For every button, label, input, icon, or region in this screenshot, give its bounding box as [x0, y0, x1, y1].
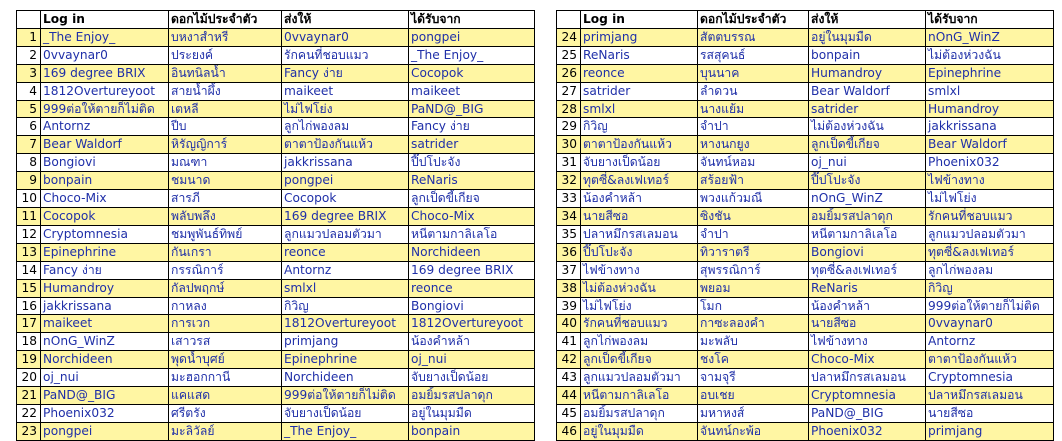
flower-cell: สุพรรณิการ์	[698, 261, 809, 279]
table-row	[557, 351, 1054, 369]
flower-cell: กาหลง	[169, 297, 282, 315]
login-cell: pongpei	[41, 422, 169, 440]
header-flower: ดอกไม้ประจำตัว	[698, 11, 809, 29]
received-from-cell: ไฟข้างทาง	[926, 172, 1054, 190]
row-number: 45	[557, 404, 581, 422]
login-cell: ไฟข้างทาง	[581, 261, 698, 279]
flower-cell: พลับพลึง	[169, 207, 282, 225]
row-number: 46	[557, 422, 581, 440]
row-number: 35	[557, 225, 581, 243]
received-from-cell: ลูกแมวปลอมตัวมา	[926, 225, 1054, 243]
login-cell: ลูกเป็ดขี้เกียจ	[581, 351, 698, 369]
send-to-cell: Norchideen	[282, 369, 409, 387]
login-cell: maikeet	[41, 315, 169, 333]
send-to-cell: primjang	[282, 333, 409, 351]
flower-cell: กาซะลองคำ	[698, 315, 809, 333]
send-to-cell: pongpei	[282, 172, 409, 190]
table-row	[17, 369, 535, 387]
flower-cell: ชมพูพันธ์ทิพย์	[169, 225, 282, 243]
received-from-cell: Phoenix032	[926, 154, 1054, 172]
row-number: 7	[17, 136, 41, 154]
row-number: 44	[557, 387, 581, 405]
received-from-cell: ตาตาป้องกันแห้ว	[926, 351, 1054, 369]
flower-cell: เตหลี	[169, 100, 282, 118]
send-to-cell: ลูกไก่พองลม	[282, 118, 409, 136]
row-number: 22	[17, 404, 41, 422]
table-row	[557, 207, 1054, 225]
send-to-cell: Choco-Mix	[809, 351, 926, 369]
row-number: 18	[17, 333, 41, 351]
table-row	[17, 351, 535, 369]
received-from-cell: Antornz	[926, 333, 1054, 351]
table-row	[557, 297, 1054, 315]
login-cell: ไม่ไฟโย่ง	[581, 297, 698, 315]
received-from-cell: primjang	[926, 422, 1054, 440]
flower-cell: พวงแก้วมณี	[698, 190, 809, 208]
header-send-to: ส่งให้	[282, 11, 409, 29]
received-from-cell: bonpain	[409, 422, 535, 440]
received-from-cell: 0vvaynar0	[926, 315, 1054, 333]
flower-cell: มะพลับ	[698, 333, 809, 351]
send-to-cell: หนีตามกาลิเลโอ	[809, 225, 926, 243]
send-to-cell: 169 degree BRIX	[282, 207, 409, 225]
send-to-cell: น้องคำหล้า	[809, 297, 926, 315]
received-from-cell: ลูกเป็ดขี้เกียจ	[409, 190, 535, 208]
flower-cell: ชมนาด	[169, 172, 282, 190]
received-from-cell: oj_nui	[409, 351, 535, 369]
table-row	[17, 82, 535, 100]
table-row	[17, 154, 535, 172]
flower-cell: รสสุคนธ์	[698, 46, 809, 64]
login-cell: 169 degree BRIX	[41, 64, 169, 82]
table-row	[17, 64, 535, 82]
flower-cell: กัลปพฤกษ์	[169, 279, 282, 297]
received-from-cell: PaND@_BIG	[409, 100, 535, 118]
table-row	[17, 243, 535, 261]
send-to-cell: ปี๊ปโปะจัง	[809, 172, 926, 190]
flower-cell: กันเกรา	[169, 243, 282, 261]
row-number: 4	[17, 82, 41, 100]
received-from-cell: ไม่ต้องห่วงฉัน	[926, 46, 1054, 64]
header-send-to: ส่งให้	[809, 11, 926, 29]
row-number: 36	[557, 243, 581, 261]
row-number: 2	[17, 46, 41, 64]
flower-cell: หางนกยูง	[698, 136, 809, 154]
send-to-cell: satrider	[809, 100, 926, 118]
table-row	[557, 28, 1054, 46]
row-number: 17	[17, 315, 41, 333]
table-row	[17, 136, 535, 154]
table-row	[557, 172, 1054, 190]
flower-cell: หิรัญญิการ์	[169, 136, 282, 154]
row-number: 30	[557, 136, 581, 154]
table-row	[17, 387, 535, 405]
received-from-cell: 999ต่อให้ตายก็ไม่ติด	[926, 297, 1054, 315]
send-to-cell: reonce	[282, 243, 409, 261]
row-number: 31	[557, 154, 581, 172]
table-row	[17, 172, 535, 190]
right-table	[556, 10, 1054, 441]
received-from-cell: _The Enjoy_	[409, 46, 535, 64]
flower-cell: มะฮอกกานี	[169, 369, 282, 387]
flower-cell: โมก	[698, 297, 809, 315]
send-to-cell: จับยางเป็ดน้อย	[282, 404, 409, 422]
send-to-cell: Antornz	[282, 261, 409, 279]
flower-cell: ลำดวน	[698, 82, 809, 100]
flower-cell: สัตตบรรณ	[698, 28, 809, 46]
table-row	[17, 225, 535, 243]
login-cell: Choco-Mix	[41, 190, 169, 208]
row-number: 42	[557, 351, 581, 369]
header-flower: ดอกไม้ประจำตัว	[169, 11, 282, 29]
row-number: 15	[17, 279, 41, 297]
login-cell: ReNaris	[581, 46, 698, 64]
received-from-cell: Epinephrine	[926, 64, 1054, 82]
login-cell: Epinephrine	[41, 243, 169, 261]
received-from-cell: ปลาหมึกรสเลมอน	[926, 387, 1054, 405]
login-cell: jakkrissana	[41, 297, 169, 315]
table-row	[557, 136, 1054, 154]
send-to-cell: นายสีซอ	[809, 315, 926, 333]
row-number: 24	[557, 28, 581, 46]
login-cell: ทุตซี่&ลงเฟเทอร์	[581, 172, 698, 190]
received-from-cell: ReNaris	[409, 172, 535, 190]
table-row	[557, 225, 1054, 243]
flower-cell: อบเชย	[698, 387, 809, 405]
table-row	[557, 333, 1054, 351]
login-cell: Phoenix032	[41, 404, 169, 422]
row-number: 6	[17, 118, 41, 136]
table-row	[17, 404, 535, 422]
received-from-cell: ปี๊ปโปะจัง	[409, 154, 535, 172]
login-cell: 1812Overtureyoot	[41, 82, 169, 100]
row-number: 39	[557, 297, 581, 315]
header-login: Log in	[581, 11, 698, 29]
row-number: 26	[557, 64, 581, 82]
send-to-cell: PaND@_BIG	[809, 404, 926, 422]
login-cell: หนีตามกาลิเลโอ	[581, 387, 698, 405]
flower-cell: พุดน้ำบุศย์	[169, 351, 282, 369]
login-cell: 999ต่อให้ตายก็ไม่ติด	[41, 100, 169, 118]
table-row	[557, 100, 1054, 118]
login-cell: ลูกแมวปลอมตัวมา	[581, 369, 698, 387]
send-to-cell: อยู่ในมุมมืด	[809, 28, 926, 46]
login-cell: Cocopok	[41, 207, 169, 225]
table-row	[557, 369, 1054, 387]
flower-cell: บหงาสำหรี	[169, 28, 282, 46]
send-to-cell: อมยิ้มรสปลาดุก	[809, 207, 926, 225]
login-cell: primjang	[581, 28, 698, 46]
received-from-cell: satrider	[409, 136, 535, 154]
received-from-cell: กิวิญ	[926, 279, 1054, 297]
table-row	[557, 243, 1054, 261]
row-number: 32	[557, 172, 581, 190]
flower-cell: พยอม	[698, 279, 809, 297]
send-to-cell: 0vvaynar0	[282, 28, 409, 46]
send-to-cell: Cocopok	[282, 190, 409, 208]
login-cell: smlxl	[581, 100, 698, 118]
flower-cell: เสาวรส	[169, 333, 282, 351]
login-cell: น้องคำหล้า	[581, 190, 698, 208]
flower-cell: ปีบ	[169, 118, 282, 136]
row-number: 40	[557, 315, 581, 333]
login-cell: Fancy ง่าย	[41, 261, 169, 279]
table-row	[557, 261, 1054, 279]
row-number: 27	[557, 82, 581, 100]
table-row	[17, 297, 535, 315]
received-from-cell: maikeet	[409, 82, 535, 100]
table-row	[557, 154, 1054, 172]
login-cell: กิวิญ	[581, 118, 698, 136]
received-from-cell: Bongiovi	[409, 297, 535, 315]
send-to-cell: ไม่ไฟโย่ง	[282, 100, 409, 118]
received-from-cell: จับยางเป็ดน้อย	[409, 369, 535, 387]
login-cell: Humandroy	[41, 279, 169, 297]
flower-cell: สารภี	[169, 190, 282, 208]
row-number: 11	[17, 207, 41, 225]
header-row	[557, 11, 1054, 29]
send-to-cell: oj_nui	[809, 154, 926, 172]
header-received-from: ได้รับจาก	[926, 11, 1054, 29]
received-from-cell: Cryptomnesia	[926, 369, 1054, 387]
table-row	[557, 118, 1054, 136]
send-to-cell: _The Enjoy_	[282, 422, 409, 440]
received-from-cell: Choco-Mix	[409, 207, 535, 225]
send-to-cell: Epinephrine	[282, 351, 409, 369]
login-cell: 0vvaynar0	[41, 46, 169, 64]
flower-cell: ศรีตรัง	[169, 404, 282, 422]
table-row	[17, 207, 535, 225]
flower-cell: ชงโค	[698, 351, 809, 369]
received-from-cell: jakkrissana	[926, 118, 1054, 136]
received-from-cell: Norchideen	[409, 243, 535, 261]
login-cell: นายสีซอ	[581, 207, 698, 225]
received-from-cell: นายสีซอ	[926, 404, 1054, 422]
flower-cell: จำปา	[698, 118, 809, 136]
send-to-cell: jakkrissana	[282, 154, 409, 172]
login-cell: Cryptomnesia	[41, 225, 169, 243]
received-from-cell: อยู่ในมุมมืด	[409, 404, 535, 422]
send-to-cell: Bear Waldorf	[809, 82, 926, 100]
send-to-cell: Humandroy	[809, 64, 926, 82]
row-number: 5	[17, 100, 41, 118]
send-to-cell: ลูกเป็ดขี้เกียจ	[809, 136, 926, 154]
login-cell: ปลาหมึกรสเลมอน	[581, 225, 698, 243]
login-cell: จับยางเป็ดน้อย	[581, 154, 698, 172]
table-row	[557, 279, 1054, 297]
login-cell: oj_nui	[41, 369, 169, 387]
table-row	[17, 261, 535, 279]
send-to-cell: smlxl	[282, 279, 409, 297]
received-from-cell: อมยิ้มรสปลาดุก	[409, 387, 535, 405]
table-row	[17, 279, 535, 297]
received-from-cell: Bear Waldorf	[926, 136, 1054, 154]
row-number: 8	[17, 154, 41, 172]
received-from-cell: รักคนที่ชอบแมว	[926, 207, 1054, 225]
flower-cell: ประยงค์	[169, 46, 282, 64]
header-received-from: ได้รับจาก	[409, 11, 535, 29]
table-row	[557, 46, 1054, 64]
table-row	[17, 28, 535, 46]
login-cell: ปี๊ปโปะจัง	[581, 243, 698, 261]
login-cell: Bongiovi	[41, 154, 169, 172]
table-row	[17, 118, 535, 136]
received-from-cell: Humandroy	[926, 100, 1054, 118]
received-from-cell: หนีตามกาลิเลโอ	[409, 225, 535, 243]
table-row	[17, 315, 535, 333]
login-cell: _The Enjoy_	[41, 28, 169, 46]
row-number: 9	[17, 172, 41, 190]
flower-cell: ทิวาราตรี	[698, 243, 809, 261]
login-cell: ไม่ต้องห่วงฉัน	[581, 279, 698, 297]
flower-cell: จำปา	[698, 225, 809, 243]
send-to-cell: ReNaris	[809, 279, 926, 297]
received-from-cell: ไม่ไฟโย่ง	[926, 190, 1054, 208]
table-row	[17, 46, 535, 64]
header-number	[17, 11, 41, 29]
row-number: 38	[557, 279, 581, 297]
send-to-cell: Bongiovi	[809, 243, 926, 261]
table-row	[17, 190, 535, 208]
send-to-cell: nOnG_WinZ	[809, 190, 926, 208]
row-number: 34	[557, 207, 581, 225]
row-number: 3	[17, 64, 41, 82]
login-cell: ลูกไก่พองลม	[581, 333, 698, 351]
header-row	[17, 11, 535, 29]
login-cell: อมยิ้มรสปลาดุก	[581, 404, 698, 422]
received-from-cell: pongpei	[409, 28, 535, 46]
flower-cell: อินทนิลน้ำ	[169, 64, 282, 82]
flower-cell: บุนนาค	[698, 64, 809, 82]
table-row	[557, 387, 1054, 405]
send-to-cell: ลูกแมวปลอมตัวมา	[282, 225, 409, 243]
send-to-cell: maikeet	[282, 82, 409, 100]
flower-cell: กรรณิการ์	[169, 261, 282, 279]
flower-cell: การเวก	[169, 315, 282, 333]
received-from-cell: น้องคำหล้า	[409, 333, 535, 351]
send-to-cell: ไฟข้างทาง	[809, 333, 926, 351]
login-cell: PaND@_BIG	[41, 387, 169, 405]
received-from-cell: 1812Overtureyoot	[409, 315, 535, 333]
send-to-cell: bonpain	[809, 46, 926, 64]
row-number: 20	[17, 369, 41, 387]
send-to-cell: Fancy ง่าย	[282, 64, 409, 82]
row-number: 41	[557, 333, 581, 351]
table-row	[557, 315, 1054, 333]
row-number: 28	[557, 100, 581, 118]
row-number: 10	[17, 190, 41, 208]
received-from-cell: Cocopok	[409, 64, 535, 82]
received-from-cell: Fancy ง่าย	[409, 118, 535, 136]
login-cell: Norchideen	[41, 351, 169, 369]
flower-cell: แคแสด	[169, 387, 282, 405]
flower-cell: สร้อยฟ้า	[698, 172, 809, 190]
row-number: 23	[17, 422, 41, 440]
login-cell: reonce	[581, 64, 698, 82]
received-from-cell: ลูกไก่พองลม	[926, 261, 1054, 279]
send-to-cell: 1812Overtureyoot	[282, 315, 409, 333]
login-cell: รักคนที่ชอบแมว	[581, 315, 698, 333]
login-cell: satrider	[581, 82, 698, 100]
send-to-cell: ทุตซี่&ลงเฟเทอร์	[809, 261, 926, 279]
received-from-cell: smlxl	[926, 82, 1054, 100]
flower-cell: จันทน์กะพ้อ	[698, 422, 809, 440]
send-to-cell: ปลาหมึกรสเลมอน	[809, 369, 926, 387]
send-to-cell: Phoenix032	[809, 422, 926, 440]
send-to-cell: Cryptomnesia	[809, 387, 926, 405]
row-number: 21	[17, 387, 41, 405]
send-to-cell: ตาตาป้องกันแห้ว	[282, 136, 409, 154]
flower-cell: จามจุรี	[698, 369, 809, 387]
row-number: 13	[17, 243, 41, 261]
send-to-cell: กิวิญ	[282, 297, 409, 315]
row-number: 43	[557, 369, 581, 387]
table-row	[17, 100, 535, 118]
row-number: 25	[557, 46, 581, 64]
flower-cell: มหาหงส์	[698, 404, 809, 422]
header-login: Log in	[41, 11, 169, 29]
send-to-cell: ไม่ต้องห่วงฉัน	[809, 118, 926, 136]
login-cell: nOnG_WinZ	[41, 333, 169, 351]
login-cell: ตาตาป้องกันแห้ว	[581, 136, 698, 154]
table-row	[17, 333, 535, 351]
login-cell: Bear Waldorf	[41, 136, 169, 154]
flower-cell: จันทน์หอม	[698, 154, 809, 172]
login-cell: bonpain	[41, 172, 169, 190]
login-cell: อยู่ในมุมมืด	[581, 422, 698, 440]
table-row	[557, 64, 1054, 82]
send-to-cell: 999ต่อให้ตายก็ไม่ติด	[282, 387, 409, 405]
flower-cell: นางแย้ม	[698, 100, 809, 118]
flower-cell: มณฑา	[169, 154, 282, 172]
table-row	[557, 190, 1054, 208]
row-number: 19	[17, 351, 41, 369]
header-number	[557, 11, 581, 29]
row-number: 29	[557, 118, 581, 136]
row-number: 1	[17, 28, 41, 46]
row-number: 16	[17, 297, 41, 315]
row-number: 14	[17, 261, 41, 279]
flower-cell: ซิงชัน	[698, 207, 809, 225]
left-table	[16, 10, 535, 441]
received-from-cell: reonce	[409, 279, 535, 297]
flower-cell: มะลิวัลย์	[169, 422, 282, 440]
received-from-cell: ทุตซี่&ลงเฟเทอร์	[926, 243, 1054, 261]
send-to-cell: รักคนที่ชอบแมว	[282, 46, 409, 64]
row-number: 37	[557, 261, 581, 279]
flower-cell: สายน้ำผึ้ง	[169, 82, 282, 100]
received-from-cell: nOnG_WinZ	[926, 28, 1054, 46]
table-row	[557, 404, 1054, 422]
received-from-cell: 169 degree BRIX	[409, 261, 535, 279]
row-number: 12	[17, 225, 41, 243]
row-number: 33	[557, 190, 581, 208]
login-cell: Antornz	[41, 118, 169, 136]
table-row	[557, 82, 1054, 100]
